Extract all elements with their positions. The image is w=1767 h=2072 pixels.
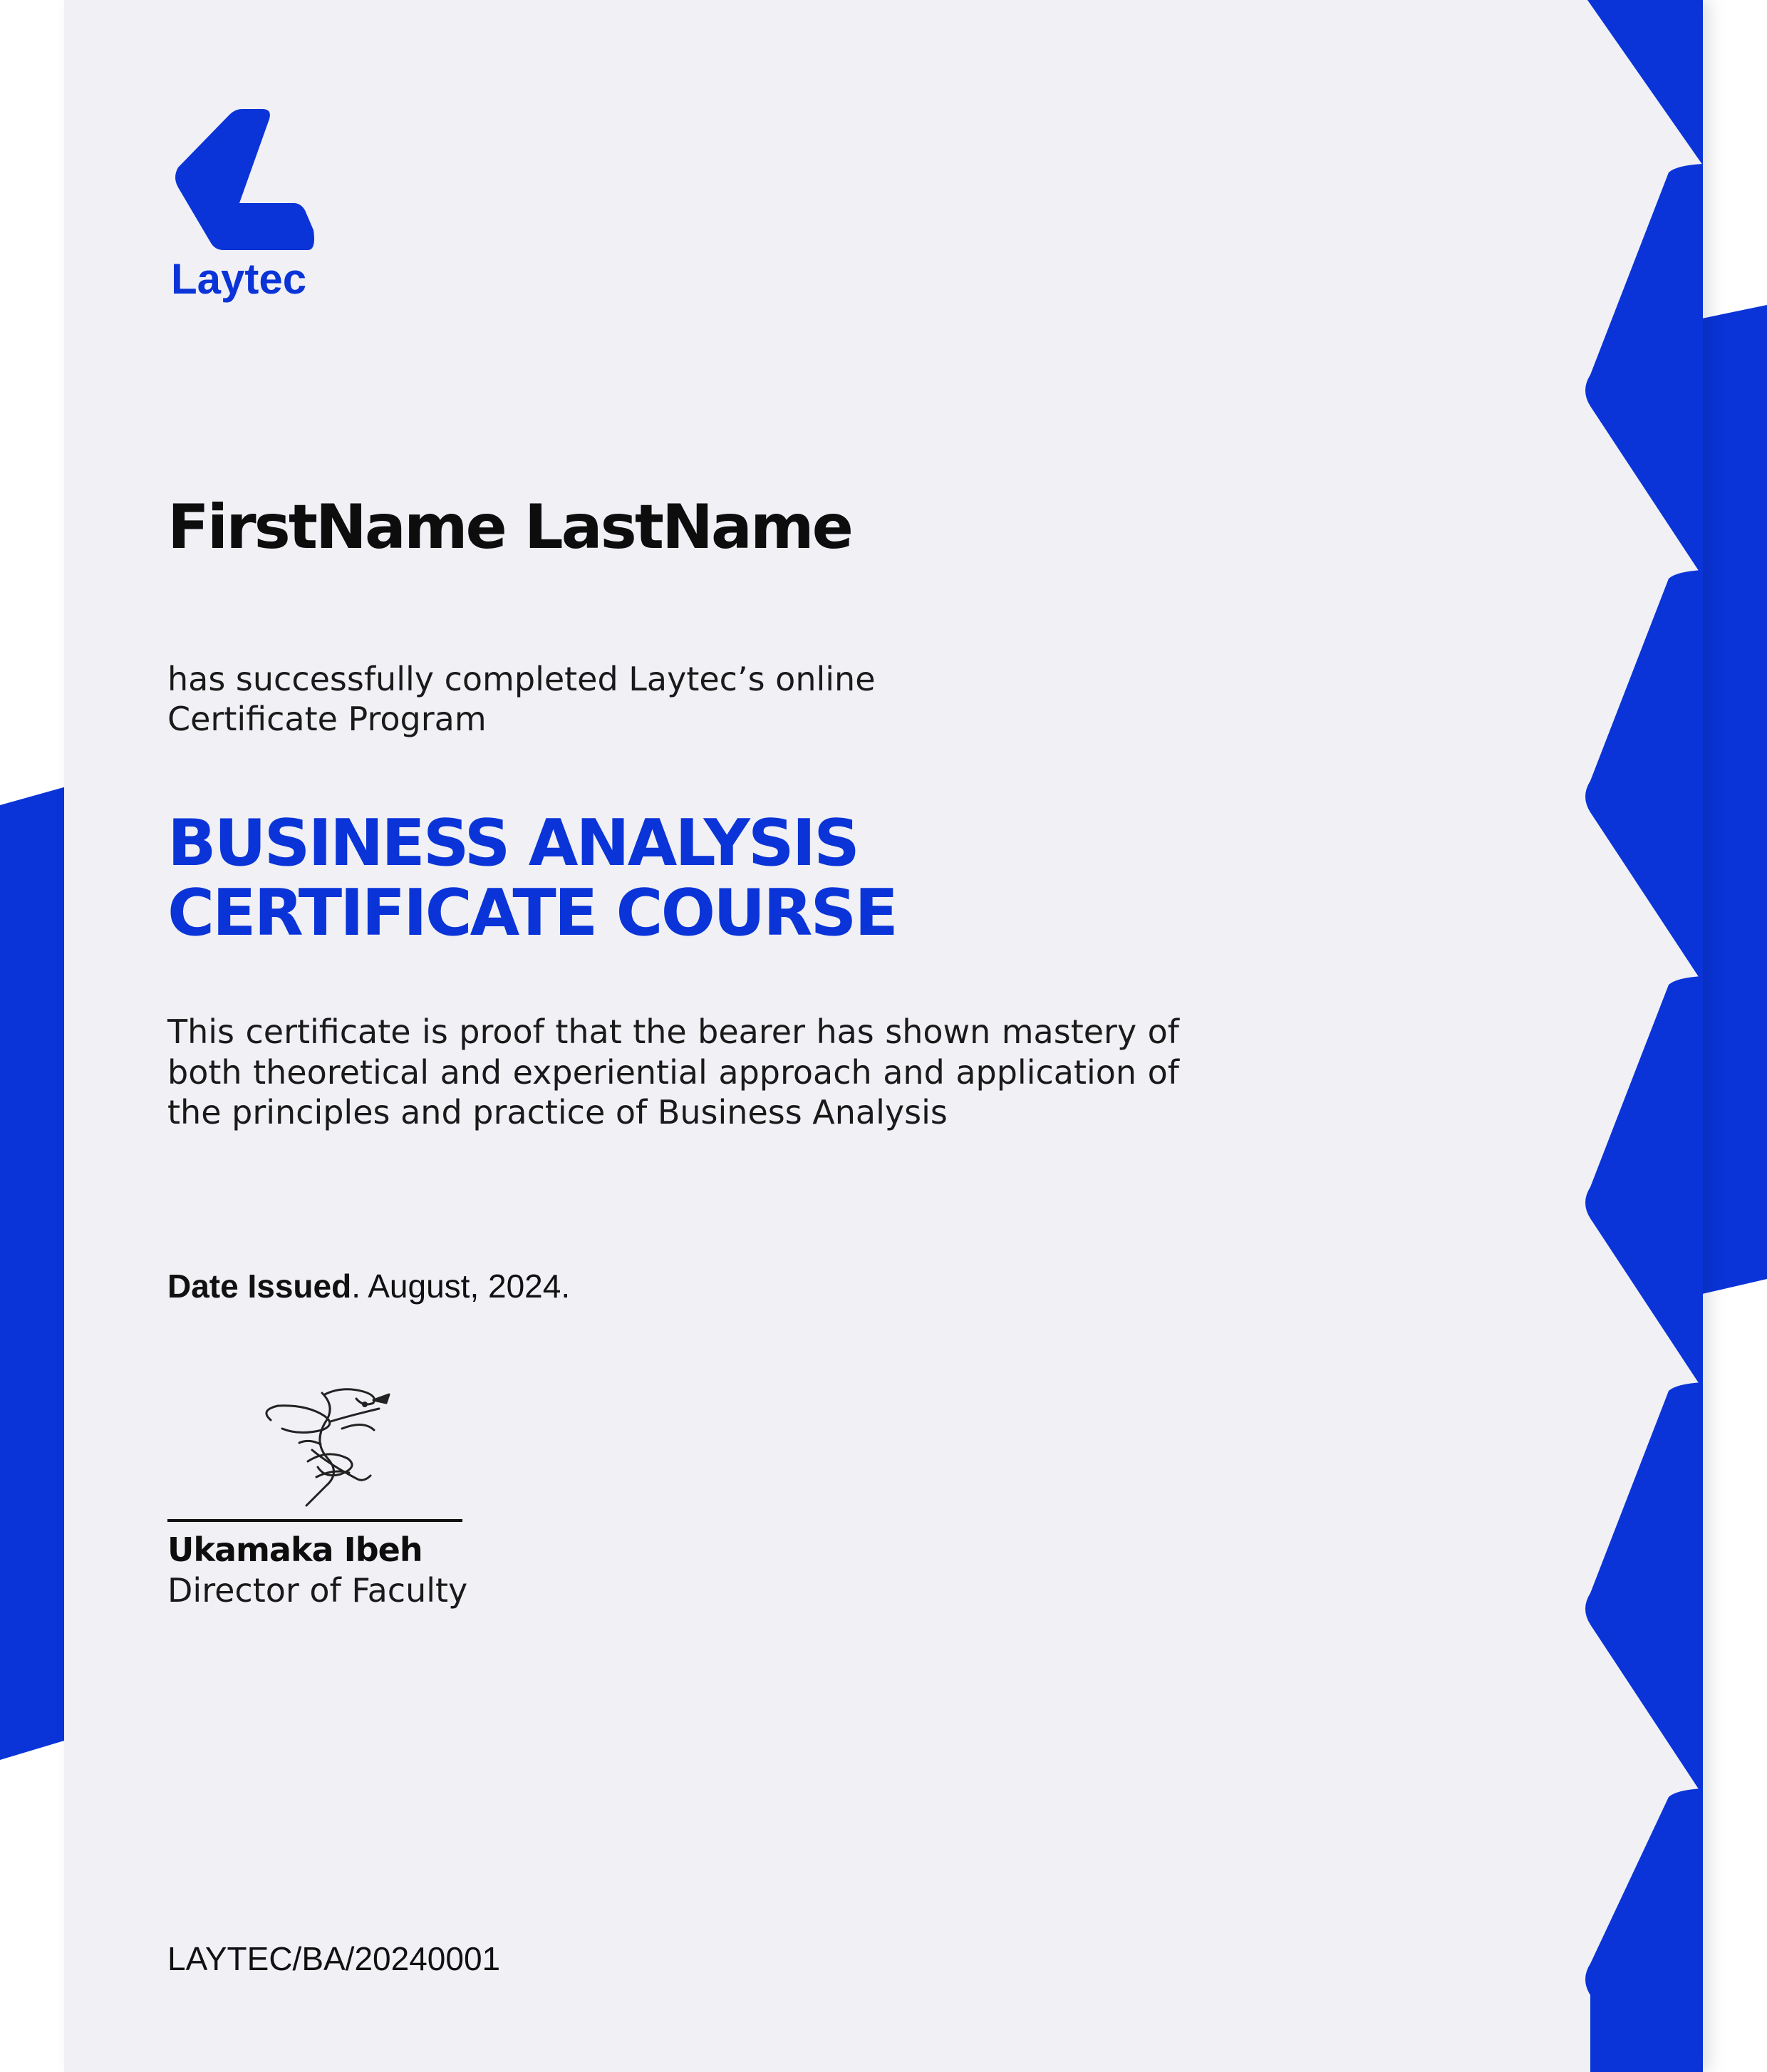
laytec-logo xyxy=(171,103,356,310)
certificate-id: LAYTEC/BA/20240001 xyxy=(167,1940,501,1977)
course-title-line-2: CERTIFICATE COURSE xyxy=(167,876,896,950)
handwritten-signature xyxy=(256,1379,413,1514)
signatory-name: Ukamaka Ibeh xyxy=(167,1530,423,1569)
left-blue-band xyxy=(0,0,71,2072)
course-title-line-1: BUSINESS ANALYSIS xyxy=(167,806,858,881)
laytec-l-logo-icon xyxy=(171,103,321,253)
course-title xyxy=(167,806,896,950)
proof-statement: This certificate is proof that the bearer has shown mastery of both theoretical and experiential approach and application of the principles and practice of Business Analysis xyxy=(167,1012,1179,1131)
date-issued-value: . August, 2024. xyxy=(351,1268,571,1305)
recipient-name: FirstName LastName xyxy=(167,492,851,563)
date-issued-label: Date Issued xyxy=(167,1268,352,1305)
brand-name: Laytec xyxy=(171,255,307,303)
signature-line xyxy=(167,1519,462,1522)
date-issued xyxy=(167,1267,570,1305)
completion-statement: has successfully completed Laytec’s online Certificate Program xyxy=(167,660,876,738)
signatory-title: Director of Faculty xyxy=(167,1571,468,1610)
